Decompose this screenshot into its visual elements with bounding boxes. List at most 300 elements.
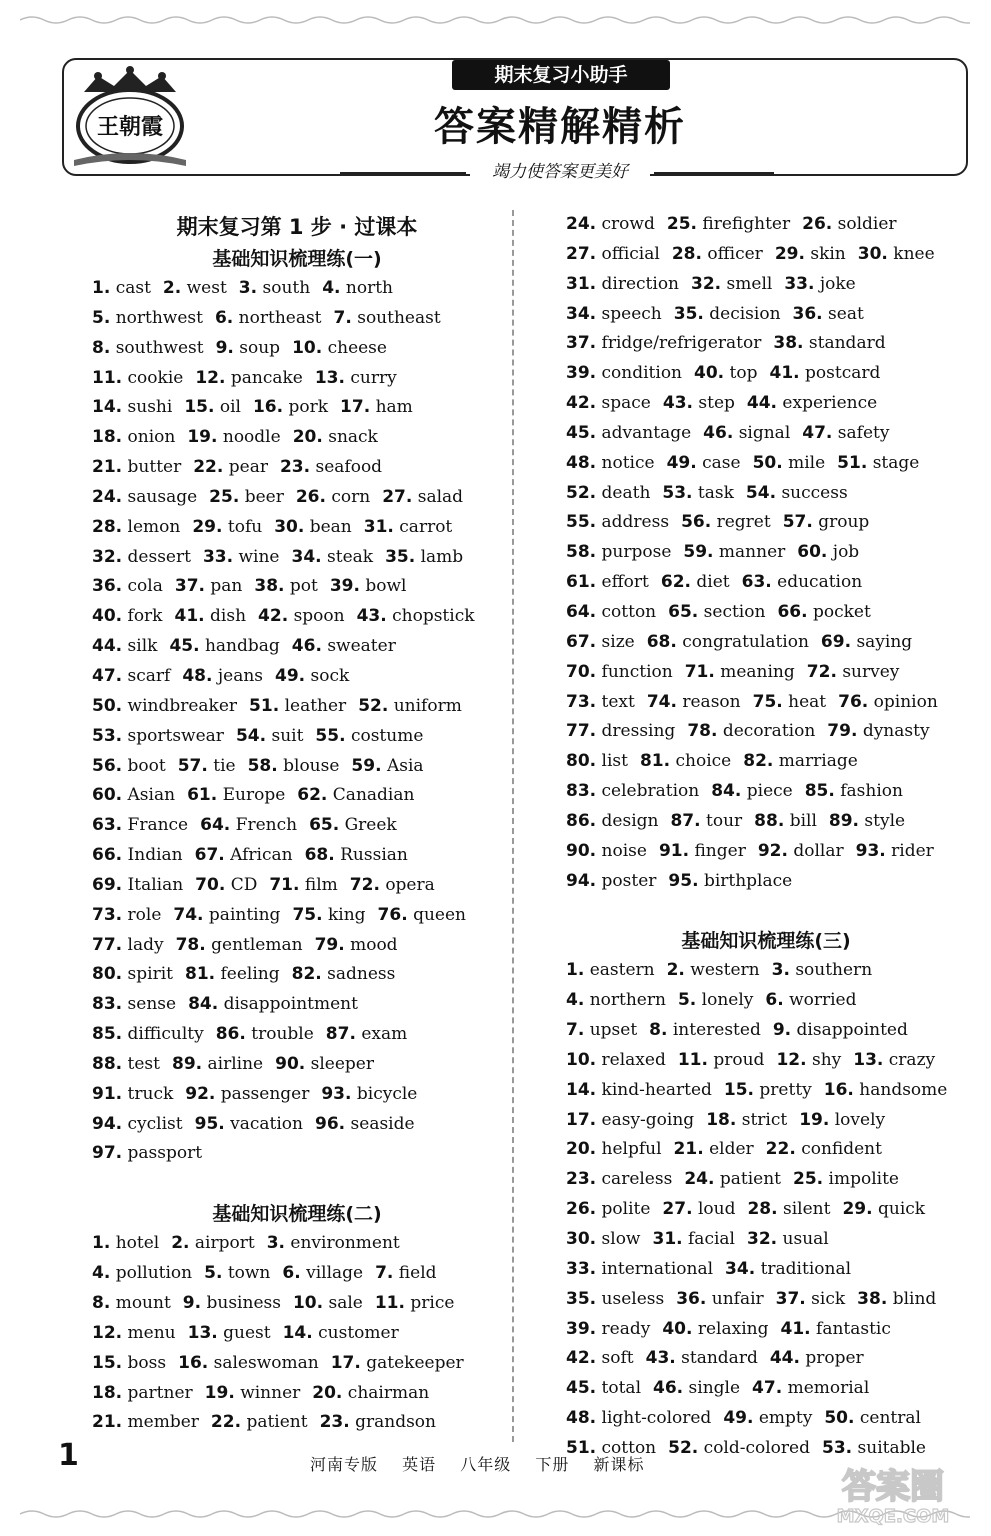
answer-number: 68. (646, 631, 677, 652)
answer-number: 49. (275, 665, 306, 686)
answer-word: group (818, 512, 870, 533)
answer-item (92, 696, 237, 716)
answer-word: Greek (344, 815, 397, 836)
answer-word: function (601, 661, 673, 682)
answer-word: member (127, 1412, 199, 1433)
answer-word: spirit (127, 964, 173, 985)
answer-row (92, 1050, 502, 1080)
answer-number: 73. (566, 691, 597, 712)
answer-number: 11. (374, 1293, 405, 1313)
answer-word: bicycle (356, 1083, 418, 1104)
answer-item (766, 1139, 882, 1159)
answer-number: 35. (566, 1288, 597, 1309)
answer-number: 42. (566, 1348, 597, 1369)
answer-row (92, 364, 502, 394)
answer-number: 51. (566, 1437, 597, 1458)
answer-word: silent (783, 1199, 831, 1220)
answer-row (566, 867, 966, 897)
answer-row (566, 538, 966, 568)
answer-item (92, 1024, 204, 1044)
answer-item (296, 487, 370, 507)
answer-item (566, 1080, 712, 1100)
answer-number: 48. (566, 452, 597, 473)
answer-number: 49. (723, 1408, 754, 1429)
answer-word: quick (877, 1199, 926, 1220)
answer-word: official (601, 243, 660, 264)
answer-number: 24. (566, 214, 597, 234)
answer-number: 20. (312, 1382, 343, 1403)
answer-item (331, 1353, 464, 1373)
answer-word: cyclist (127, 1113, 183, 1134)
answer-number: 78. (687, 721, 718, 742)
answer-word: fridge/refrigerator (601, 333, 762, 354)
answer-row (92, 1379, 502, 1409)
answer-word: death (601, 482, 651, 503)
answer-word: passport (127, 1143, 203, 1164)
answer-item (649, 1020, 761, 1040)
answer-word: dish (210, 606, 247, 627)
answer-number: 18. (706, 1109, 737, 1130)
answer-number: 89. (828, 810, 860, 831)
answer-item (305, 845, 408, 865)
answer-word: soldier (837, 214, 897, 234)
footer-subject: 英语 (402, 1455, 437, 1474)
answer-word: blind (892, 1288, 937, 1309)
answer-item (668, 871, 792, 891)
answer-item (340, 397, 413, 417)
answer-number: 56. (92, 755, 123, 776)
answer-number: 5. (677, 990, 697, 1011)
answer-word: elder (709, 1139, 754, 1160)
answer-number: 47. (92, 665, 123, 686)
answer-number: 10. (292, 1293, 324, 1313)
answer-word: Asian (127, 785, 176, 806)
answer-item (248, 756, 340, 776)
answer-number: 50. (752, 452, 783, 473)
answer-word: top (729, 363, 758, 384)
answer-row (566, 479, 966, 509)
answer-row (92, 543, 502, 573)
answer-number: 88. (92, 1053, 123, 1074)
answer-row (92, 1110, 502, 1140)
answer-item (566, 602, 656, 622)
answer-number: 82. (743, 751, 774, 772)
answer-row (566, 956, 966, 986)
publisher-logo (70, 62, 190, 174)
answer-item (364, 517, 453, 537)
answer-word: south (262, 278, 311, 298)
answer-number: 15. (184, 397, 215, 418)
answer-item (566, 1408, 711, 1428)
answer-number: 28. (92, 516, 123, 537)
answer-word: chopstick (392, 606, 475, 627)
answer-row (566, 1046, 966, 1076)
answer-number: 24. (92, 486, 123, 507)
answer-number: 62. (660, 572, 691, 593)
answer-word: southwest (115, 337, 204, 358)
answer-number: 84. (188, 994, 219, 1015)
answer-word: sleeper (310, 1053, 374, 1074)
answer-word: airport (194, 1233, 255, 1254)
answer-item (566, 1259, 713, 1279)
answer-item (566, 542, 671, 562)
answer-word: job (832, 542, 860, 563)
answer-number: 30. (274, 516, 305, 537)
answer-word: seat (828, 303, 864, 324)
answer-word: stage (872, 452, 920, 473)
answer-number: 93. (855, 840, 886, 861)
answer-word: helpful (601, 1139, 662, 1160)
answer-item (203, 547, 280, 567)
answer-item (566, 214, 655, 234)
answer-word: handbag (204, 636, 280, 657)
answer-number: 40. (92, 606, 123, 627)
answer-item (253, 397, 328, 417)
answer-item (188, 994, 358, 1014)
answer-row (92, 1349, 502, 1379)
answer-word: standard (681, 1348, 758, 1369)
answer-word: advantage (601, 422, 692, 443)
answer-word: celebration (601, 781, 700, 802)
answer-item (684, 1169, 781, 1189)
answer-number: 58. (247, 755, 278, 776)
answer-row (92, 483, 502, 513)
answer-word: grandson (355, 1412, 436, 1433)
answer-number: 34. (291, 546, 322, 567)
answer-item (776, 1289, 846, 1309)
answer-word: onion (127, 427, 176, 448)
answer-word: mount (115, 1293, 171, 1313)
answer-item (321, 1084, 417, 1104)
answer-item (805, 781, 903, 801)
answer-number: 35. (385, 546, 416, 567)
answer-word: northwest (115, 307, 203, 328)
answer-word: tofu (227, 516, 263, 537)
answer-item (92, 815, 188, 835)
answer-row (92, 1408, 502, 1438)
answer-word: corn (331, 486, 371, 507)
answer-word: decoration (722, 721, 816, 742)
answer-item (747, 1199, 830, 1219)
answer-item (758, 841, 844, 861)
answer-number: 41. (769, 363, 800, 384)
answer-item (275, 666, 349, 686)
answer-word: section (703, 601, 766, 622)
answer-word: decision (709, 303, 781, 324)
answer-word: uniform (393, 695, 462, 716)
answer-word: suit (271, 725, 304, 746)
answer-row (92, 1289, 502, 1319)
answer-item (776, 1050, 841, 1070)
answer-item (566, 1199, 650, 1219)
answer-word: Italian (127, 874, 184, 895)
answer-number: 45. (169, 636, 200, 657)
answer-row (92, 453, 502, 483)
answer-item (566, 1139, 662, 1159)
answer-row (566, 1255, 966, 1285)
answer-word: pear (228, 457, 268, 478)
answer-number: 26. (566, 1199, 597, 1220)
answer-row (566, 419, 966, 449)
answer-number: 97. (92, 1143, 123, 1164)
answer-number: 36. (792, 303, 823, 324)
answer-row (566, 1374, 966, 1404)
answer-word: case (702, 452, 741, 473)
answer-word: truck (127, 1083, 174, 1104)
answer-word: pocket (812, 601, 871, 622)
answer-word: town (227, 1263, 271, 1284)
answer-row (566, 1135, 966, 1165)
answer-item (668, 1438, 810, 1458)
section-gap (92, 1169, 502, 1199)
answer-word: dynasty (862, 721, 930, 742)
answer-number: 41. (780, 1318, 811, 1339)
answer-number: 52. (566, 482, 597, 503)
answer-word: confident (801, 1139, 882, 1160)
footer-region: 河南专版 (310, 1455, 379, 1474)
answer-word: international (601, 1258, 714, 1279)
answer-word: disappointment (223, 994, 358, 1015)
answer-word: test (127, 1053, 160, 1074)
answer-row (92, 871, 502, 901)
answer-number: 38. (254, 576, 285, 597)
answer-item (652, 1229, 735, 1249)
answer-word: silk (127, 636, 158, 657)
answer-word: heat (788, 691, 827, 712)
answer-number: 54. (235, 725, 267, 746)
answer-number: 56. (681, 512, 712, 533)
answer-number: 65. (668, 601, 699, 622)
answer-number: 85. (92, 1024, 123, 1045)
answer-item (647, 692, 741, 712)
footer-volume: 下册 (535, 1455, 570, 1474)
answer-number: 14. (282, 1322, 313, 1343)
answer-number: 9. (182, 1293, 202, 1313)
answer-word: ham (375, 397, 413, 418)
answer-number: 74. (646, 691, 677, 712)
answer-row (92, 423, 502, 453)
answer-item (765, 990, 856, 1010)
answer-word: experience (782, 393, 878, 414)
answer-number: 85. (804, 781, 835, 802)
answer-item (267, 1233, 400, 1253)
answer-number: 24. (684, 1169, 715, 1190)
answer-item (258, 606, 345, 626)
answer-item (672, 244, 763, 264)
answer-number: 19. (187, 427, 218, 448)
answer-number: 81. (184, 964, 216, 985)
answer-item (821, 632, 912, 652)
answer-word: snack (328, 427, 378, 448)
answer-row (92, 393, 502, 423)
answer-word: worried (789, 990, 857, 1011)
answer-item (92, 1054, 160, 1074)
answer-row (92, 1139, 502, 1169)
answer-item (282, 1263, 363, 1283)
answer-number: 31. (652, 1229, 683, 1249)
answer-word: patient (246, 1412, 308, 1433)
answer-word: Europe (222, 785, 286, 806)
answer-item (772, 960, 873, 980)
answer-item (566, 1020, 637, 1040)
answer-word: postcard (805, 363, 881, 384)
answer-row (566, 986, 966, 1016)
answer-number: 65. (309, 815, 340, 836)
answer-number: 57. (177, 755, 208, 776)
answer-item (743, 751, 858, 771)
column-divider (512, 210, 514, 1442)
answer-word: speech (601, 303, 662, 324)
answer-number: 6. (765, 990, 784, 1011)
answer-number: 39. (566, 1318, 597, 1339)
answer-number: 19. (204, 1382, 235, 1403)
answer-word: opera (385, 874, 435, 895)
answer-item (315, 1114, 415, 1134)
answer-word: mile (788, 452, 826, 473)
answer-item (646, 1348, 758, 1368)
answer-row (92, 1229, 502, 1259)
answer-item (662, 483, 734, 503)
answer-item (566, 811, 658, 831)
answer-item (566, 1348, 634, 1368)
answer-item (566, 393, 651, 413)
answer-word: memorial (787, 1378, 870, 1399)
answer-item (195, 368, 303, 388)
answer-number: 43. (645, 1348, 676, 1369)
answer-word: airline (207, 1053, 264, 1074)
answer-number: 90. (275, 1053, 306, 1074)
answer-word: spoon (293, 606, 345, 627)
answer-item (837, 453, 919, 473)
answer-item (195, 875, 257, 895)
answer-item (292, 338, 387, 358)
answer-word: space (601, 393, 651, 414)
answer-word: relaxing (697, 1318, 769, 1339)
answer-word: smell (726, 273, 773, 294)
answer-item (566, 1229, 640, 1249)
answer-word: disappointed (796, 1020, 908, 1041)
answer-word: survey (842, 661, 900, 682)
answer-item (92, 547, 191, 567)
answer-number: 1. (566, 960, 585, 981)
answer-item (211, 1412, 308, 1432)
answer-item (92, 606, 163, 626)
answer-word: marriage (778, 751, 858, 772)
answer-item (797, 542, 859, 562)
answer-number: 66. (92, 845, 123, 866)
answer-row (92, 1319, 502, 1349)
answer-word: north (345, 278, 393, 298)
answer-word: painting (208, 904, 281, 925)
answer-word: scarf (127, 665, 171, 686)
answer-word: crazy (888, 1049, 936, 1070)
answer-item (694, 363, 757, 383)
answer-item (92, 785, 175, 805)
answer-item (725, 1259, 851, 1279)
answer-item (209, 487, 284, 507)
answer-item (668, 602, 765, 622)
answer-word: polite (601, 1199, 651, 1220)
answer-item (711, 781, 793, 801)
answer-number: 38. (773, 333, 804, 354)
answer-word: boss (127, 1352, 167, 1373)
answer-item (770, 363, 881, 383)
answer-row (92, 602, 502, 632)
answer-item (566, 1319, 650, 1339)
answer-number: 16. (252, 397, 284, 418)
answer-number: 47. (802, 422, 833, 443)
answer-word: slow (601, 1229, 641, 1249)
answer-item (291, 547, 373, 567)
answer-word: design (601, 810, 659, 831)
answer-number: 32. (746, 1229, 778, 1249)
answer-number: 72. (806, 661, 837, 682)
answer-item (683, 542, 785, 562)
answer-item (566, 990, 666, 1010)
answer-number: 63. (92, 815, 123, 836)
answer-word: reason (682, 691, 741, 712)
answer-item (566, 453, 655, 473)
answer-item (292, 636, 396, 656)
answer-row (566, 837, 966, 867)
answer-word: shy (811, 1049, 842, 1070)
answer-number: 95. (194, 1113, 225, 1134)
answer-number: 78. (175, 934, 206, 955)
answer-number: 2. (666, 960, 685, 981)
answer-word: African (230, 845, 293, 866)
answer-number: 10. (292, 337, 323, 358)
answer-number: 31. (566, 273, 597, 294)
answer-word: customer (318, 1322, 399, 1343)
answer-item (178, 756, 236, 776)
answer-item (793, 1169, 899, 1189)
answer-item (215, 308, 322, 328)
answer-number: 84. (711, 781, 742, 802)
answer-row (566, 1344, 966, 1374)
answer-item (92, 756, 166, 776)
answer-item (703, 423, 790, 443)
answer-number: 61. (566, 572, 597, 593)
answer-word: business (206, 1293, 281, 1313)
answer-row (92, 1259, 502, 1289)
answer-word: king (327, 904, 366, 925)
answer-word: bean (309, 516, 352, 537)
answer-item (858, 244, 935, 264)
answer-item (175, 606, 247, 626)
answer-number: 58. (566, 542, 597, 563)
answer-word: CD (230, 874, 258, 895)
answer-word: carrot (399, 516, 453, 537)
answer-number: 91. (658, 840, 690, 861)
answer-row (566, 1285, 966, 1315)
answer-item (283, 1323, 399, 1343)
answer-word: skin (810, 243, 846, 264)
answer-number: 53. (822, 1437, 853, 1458)
answer-number: 61. (187, 785, 218, 806)
answer-number: 9. (772, 1020, 792, 1041)
answer-row (566, 628, 966, 658)
answer-word: impolite (828, 1169, 899, 1190)
answer-item (187, 427, 280, 447)
answer-row (566, 1225, 966, 1255)
answer-item (351, 756, 423, 776)
answer-word: leather (284, 695, 347, 716)
answer-number: 16. (823, 1079, 854, 1100)
answer-number: 43. (356, 606, 387, 627)
answer-number: 38. (857, 1288, 888, 1309)
answer-word: safety (837, 422, 890, 443)
answer-word: size (601, 631, 635, 652)
